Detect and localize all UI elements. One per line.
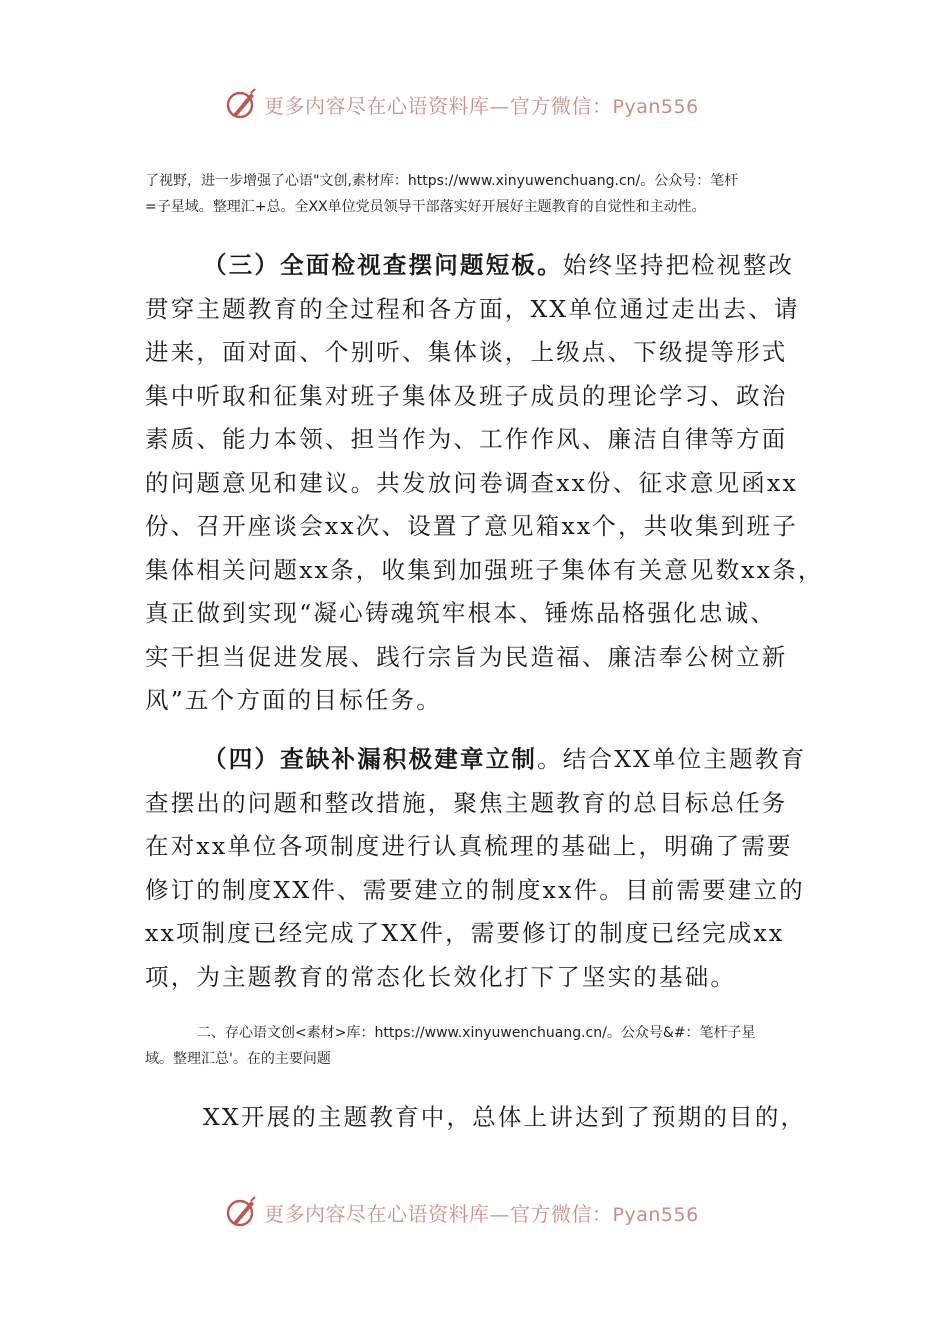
text-line: 始终坚持把检视整改	[562, 251, 795, 279]
section-3-paragraph	[145, 244, 824, 723]
text-line: 贯穿主题教育的全过程和各方面，XX单位通过走出去、请	[145, 294, 800, 323]
text-line: 实干担当促进发展、践行宗旨为民造福、廉洁奉公树立新	[145, 642, 788, 671]
text-line: 真正做到实现“凝心铸魂筑牢根本、锤炼品格强化忠诚、	[145, 599, 777, 627]
text-line: xx项制度已经完成了XX件，需要修订的制度已经完成xx	[145, 919, 785, 947]
text-line: XX开展的主题教育中，总体上讲达到了预期的目的，	[203, 1103, 807, 1131]
text-line: 在对xx单位各项制度进行认真梳理的基础上，明确了需要	[145, 832, 793, 860]
quill-pen-logo-icon	[224, 1195, 258, 1229]
footer-watermark-banner	[224, 1192, 724, 1232]
text-line: 风”五个方面的目标任务。	[145, 686, 442, 714]
text-line: 域。整理汇总'。在的主要问题	[145, 1051, 331, 1067]
part-2-heading-paragraph	[145, 1020, 810, 1072]
text-line: 项，为主题教育的常态化长效化打下了坚实的基础。	[145, 962, 737, 991]
text-line: 。结合XX单位主题教育	[537, 745, 807, 773]
text-line: 的问题意见和建议。共发放问卷调查xx份、征求意见函xx	[145, 468, 798, 497]
closing-paragraph	[145, 1096, 815, 1140]
section-4-heading: （四）查缺补漏积极建章立制	[203, 745, 538, 773]
text-line: 修订的制度XX件、需要建立的制度xx件。目前需要建立的	[145, 875, 805, 904]
text-line: 二、存心语文创<素材>库：https://www.xinyuwenchuang.cn/。公众号&#：笔杆子星	[197, 1025, 756, 1041]
text-line: 进来，面对面、个别听、集体谈，上级点、下级提等形式	[145, 338, 788, 366]
section-4-paragraph	[145, 738, 815, 999]
banner-text: 更多内容尽在心语资料库—官方微信：Pyan556	[264, 1201, 699, 1226]
text-line: 集体相关问题xx条，收集到加强班子集体有关意见数xx条，	[145, 555, 824, 584]
section-3-heading: （三）全面检视查摆问题短板。	[203, 251, 563, 279]
text-line: =子星域。整理汇+总。全XX单位党员领导干部落实好开展好主题教育的自觉性和主动性。	[145, 199, 706, 215]
text-line: 集中听取和征集对班子集体及班子成员的理论学习、政治	[145, 381, 788, 410]
banner-text: 更多内容尽在心语资料库—官方微信：Pyan556	[264, 93, 699, 118]
header-watermark-banner	[224, 84, 724, 124]
intro-paragraph	[145, 168, 810, 220]
text-line: 份、召开座谈会xx次、设置了意见箱xx个，共收集到班子	[145, 512, 798, 540]
text-line: 素质、能力本领、担当作为、工作作风、廉洁自律等方面	[145, 425, 788, 453]
quill-pen-logo-icon	[224, 87, 258, 121]
text-line: 查摆出的问题和整改措施，聚焦主题教育的总目标总任务	[145, 788, 788, 817]
text-line: 了视野，进一步增强了心语"文创,素材库：https://www.xinyuwenchuang.cn/。公众号：笔杆	[145, 173, 739, 189]
